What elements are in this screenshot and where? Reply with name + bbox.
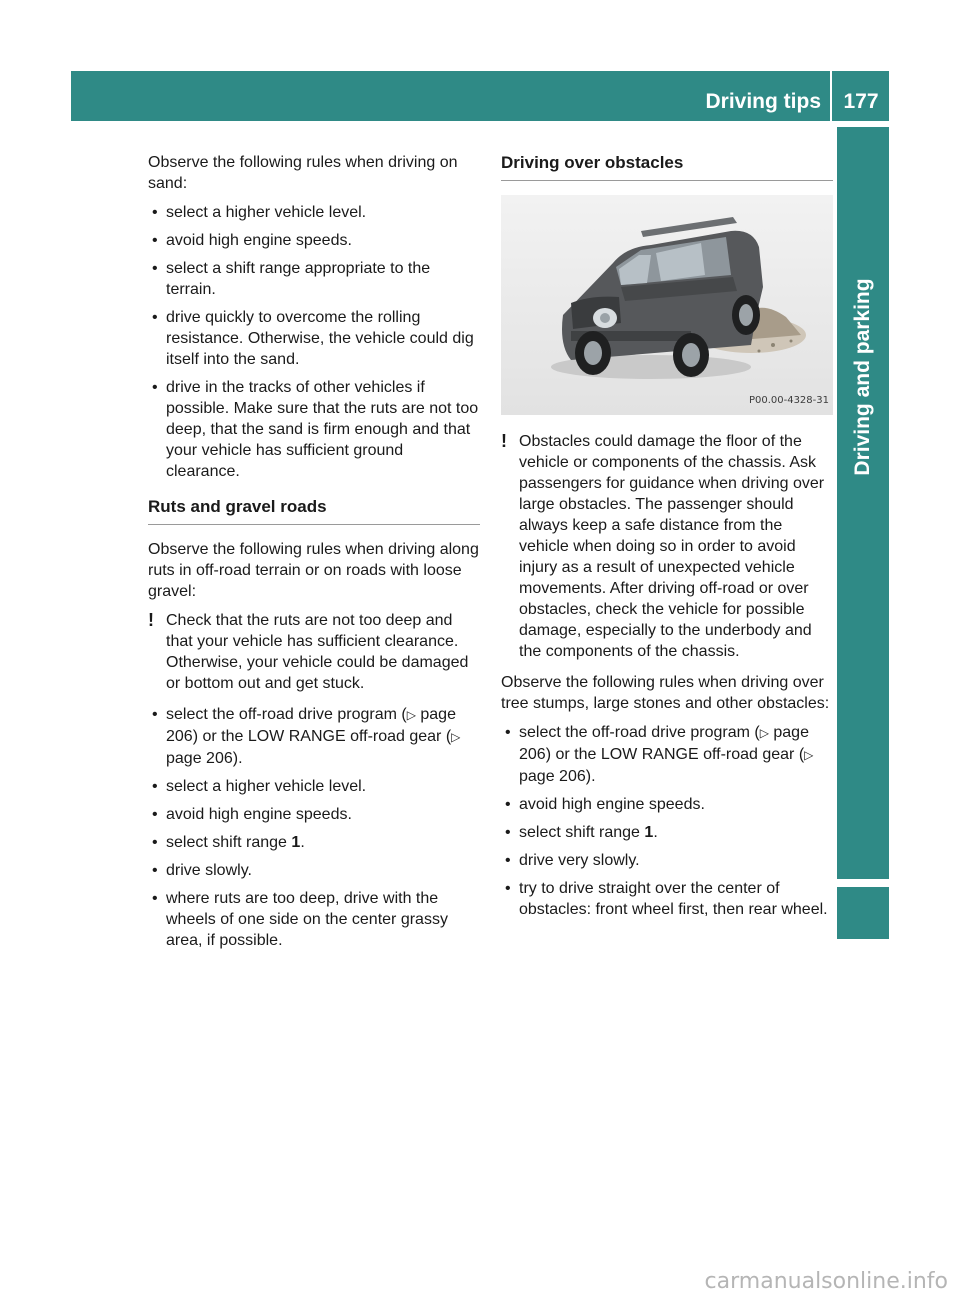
list-item: • drive quickly to overcome the rolling resistance. Otherwise, the vehicle could dig itself into the sand. — [148, 307, 480, 370]
list-item — [501, 822, 833, 843]
list-item: • try to drive straight over the center of obstacles: front wheel first, then rear wheel. — [501, 878, 833, 920]
figure-caption: P00.00-4328-31 — [748, 395, 829, 406]
list-item: • drive in the tracks of other vehicles if possible. Make sure that the ruts are not too deep, that the sand is firm enough and that your vehicle has sufficient ground clearance. — [148, 377, 480, 482]
ruts-warning-text: Check that the ruts are not too deep and that your vehicle has sufficient clearance. Otherwise, your vehicle could be damaged or bottom out and get stuck. — [166, 612, 469, 692]
shift-range-value: 1 — [644, 824, 654, 841]
page-number: 177 — [843, 90, 879, 113]
page-ref-arrow-icon: ▷ — [804, 748, 814, 762]
list-item: • drive very slowly. — [501, 850, 833, 871]
obstacles-rules-list — [501, 722, 833, 920]
list-item: • select a higher vehicle level. — [148, 202, 480, 223]
shift-range-value: 1 — [291, 834, 301, 851]
list-item — [148, 704, 480, 769]
item-text: page 206) or the LOW RANGE off-road gear ( — [166, 706, 456, 745]
obstacles-warning — [501, 431, 833, 662]
item-text: select the off-road drive program ( — [166, 706, 407, 723]
page-ref-arrow-icon: ▷ — [759, 726, 769, 740]
list-item: • drive slowly. — [148, 860, 480, 881]
ruts-warning — [148, 610, 480, 694]
sand-intro: Observe the following rules when driving on sand: — [148, 154, 458, 192]
obstacles-intro: Observe the following rules when driving over tree stumps, large stones and other obstacles: — [501, 674, 830, 712]
header-bar — [71, 71, 889, 121]
ruts-rules-list — [148, 704, 480, 951]
list-item: • where ruts are too deep, drive with the wheels of one side on the center grassy area, if possible. — [148, 888, 480, 951]
ruts-intro: Observe the following rules when driving along ruts in off-road terrain or on roads with loose gravel: — [148, 541, 479, 600]
item-text: page 206). — [166, 750, 243, 767]
side-tab-square — [837, 887, 889, 939]
page-ref-arrow-icon: ▷ — [406, 708, 416, 722]
obstacles-warning-text: Obstacles could damage the floor of the vehicle or components of the chassis. Ask passengers for guidance when driving over large obstacles. The passenger should always keep a safe distance from the vehicle when doing so in order to avoid injury as a result of unexpected vehicle movements. After driving off-road or over obstacles, check the vehicle for possible damage, especially to the underbody and the components of the chassis. — [519, 433, 825, 660]
item-text: select shift range — [519, 824, 645, 841]
item-text: page 206) or the LOW RANGE off-road gear ( — [519, 724, 809, 763]
right-column — [501, 152, 833, 927]
ruts-heading: Ruts and gravel roads — [148, 496, 480, 525]
suv-illustration — [501, 195, 833, 415]
item-text: select the off-road drive program ( — [519, 724, 760, 741]
list-item: • select a shift range appropriate to the terrain. — [148, 258, 480, 300]
header-title: Driving tips — [705, 90, 821, 113]
warning-icon: ! — [501, 431, 507, 451]
list-item: • avoid high engine speeds. — [148, 804, 480, 825]
sand-rules-list — [148, 202, 480, 482]
warning-icon: ! — [148, 610, 154, 630]
page-ref-arrow-icon: ▷ — [451, 730, 461, 744]
side-tab — [837, 127, 889, 879]
left-column — [148, 152, 480, 958]
list-item — [501, 722, 833, 787]
item-text: select shift range — [166, 834, 292, 851]
item-text: . — [653, 824, 658, 841]
side-tab-label: Driving and parking — [851, 278, 874, 476]
list-item — [148, 832, 480, 853]
item-text: . — [300, 834, 305, 851]
list-item: • avoid high engine speeds. — [501, 794, 833, 815]
header-separator — [830, 71, 832, 121]
list-item: • select a higher vehicle level. — [148, 776, 480, 797]
obstacles-heading: Driving over obstacles — [501, 152, 833, 181]
item-text: page 206). — [519, 768, 596, 785]
vehicle-figure — [501, 195, 833, 415]
list-item: • avoid high engine speeds. — [148, 230, 480, 251]
watermark: carmanualsonline.info — [704, 1269, 948, 1294]
